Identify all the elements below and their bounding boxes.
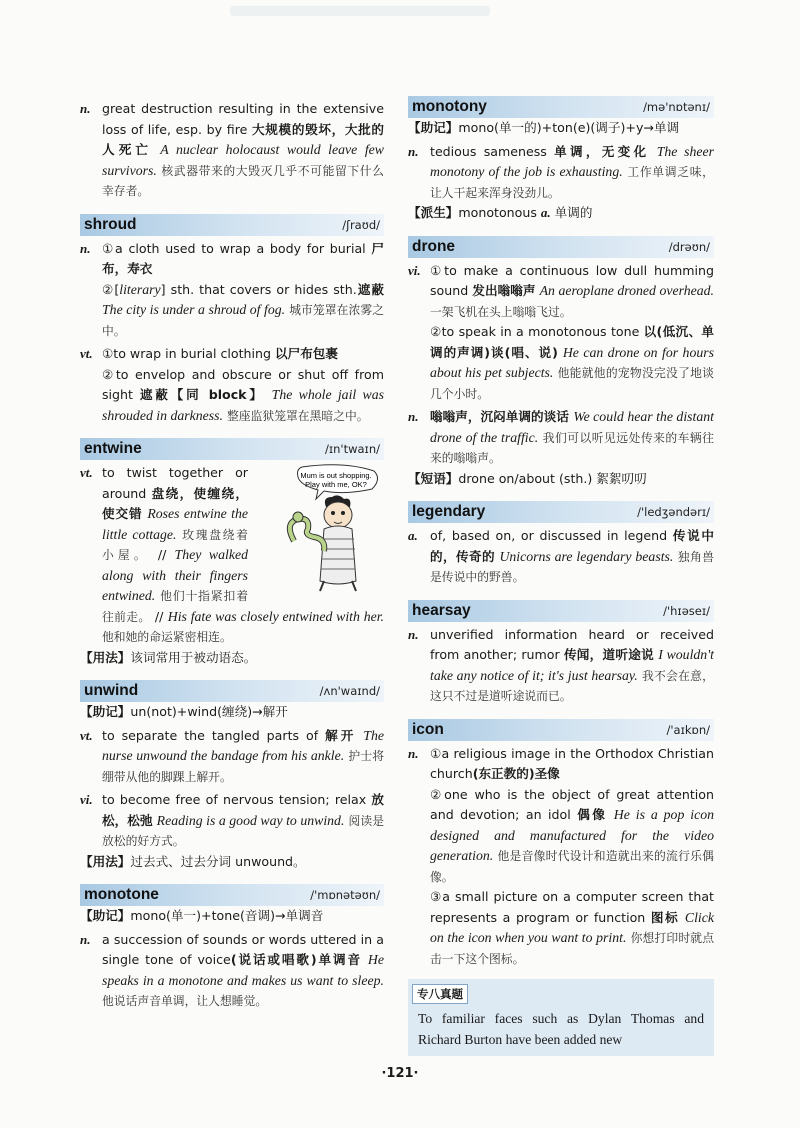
usage-note: 【用法】该词常用于被动语态。 xyxy=(80,649,257,665)
sense xyxy=(80,463,384,648)
top-header-strip xyxy=(230,6,490,16)
headword-bar-drone xyxy=(408,236,714,258)
pos-label: n. xyxy=(408,409,419,424)
sense xyxy=(408,142,714,204)
phonetic: /'mɒnətəʊn/ xyxy=(310,888,380,902)
exam-text: To familiar faces such as Dylan Thomas and Richard Burton have been added new xyxy=(418,1011,704,1047)
sense xyxy=(80,239,384,342)
sense xyxy=(80,344,384,426)
definition: 嗡嗡声，沉闷单调的谈话 We could hear the distant drone of the traffic. 我们可以听见远处传来的车辆往来的嗡嗡声。 xyxy=(430,409,714,465)
pos-label: vt. xyxy=(80,727,93,743)
headword-bar-shroud xyxy=(80,214,384,236)
cartoon-illustration xyxy=(254,463,384,593)
phonetic: /drəʊn/ xyxy=(668,239,710,254)
pos-label: n. xyxy=(408,143,419,159)
pos-label: n. xyxy=(408,626,419,642)
pos-label: n. xyxy=(408,745,419,761)
phonetic: /'aɪkɒn/ xyxy=(666,722,710,737)
sense xyxy=(408,526,714,588)
phonetic: /'ledʒəndərɪ/ xyxy=(637,505,710,519)
sense xyxy=(408,407,714,469)
pos-label: n. xyxy=(80,240,91,256)
definition: ①a religious image in the Orthodox Christian church(东正教的)圣像 ②one who is the object of great attention and devotion; an idol 偶像 He is a pop icon designed and manufactured for the video generation. 他是音像时代设计和造就出来的流行乐偶像。 ③a small picture on a computer screen that represents a program or function 图标 Click on the icon when you want to print. 你想打印时就点击一下这个图标。 xyxy=(430,745,715,966)
right-column xyxy=(408,84,714,1056)
mnemonic: 【助记】mono(单一的)+ton(e)(调子)+y→单调 xyxy=(408,120,680,135)
headword-bar-hearsay xyxy=(408,600,714,622)
bubble-text: Mum is out shopping. xyxy=(300,471,372,480)
headword: shroud xyxy=(84,215,137,233)
usage-note: 【用法】过去式、过去分词 unwound。 xyxy=(80,853,306,869)
pos-label: n. xyxy=(80,931,91,947)
face-icon xyxy=(324,502,352,528)
definition: of, based on, or discussed in legend 传说中的，传奇的 Unicorns are legendary beasts. 独角兽是传说中的野兽。 xyxy=(430,528,714,584)
headword: unwind xyxy=(84,682,139,699)
headword-bar-icon xyxy=(408,719,714,741)
headword-bar-monotony xyxy=(408,96,714,118)
pos-label: vt. xyxy=(80,346,93,361)
exam-question-box xyxy=(408,979,714,1056)
headword: legendary xyxy=(412,503,486,520)
pos-label: n. xyxy=(80,101,91,116)
definition: tedious sameness 单调，无变化 The sheer monotony of the job is exhausting. 工作单调乏味，让人干起来浑身没劲儿。 xyxy=(430,143,714,200)
sense xyxy=(80,930,384,1012)
sense xyxy=(408,261,714,405)
definition: to separate the tangled parts of 解开 The nurse unwound the bandage from his ankle. 护士将绷带从他的脚踝上解开。 xyxy=(102,727,384,784)
definition: ①a cloth used to wrap a body for burial 尸布，寿衣 ②[literary] sth. that covers or hides sth.遮蔽 The city is under a shroud of fog. 城市笼罩在浓雾之中。 xyxy=(102,240,384,338)
derivative: 【派生】monotonous a. 单调的 xyxy=(408,205,593,220)
phonetic: /ɪn'twaɪn/ xyxy=(325,442,380,456)
headword: icon xyxy=(412,720,444,738)
headword-bar-unwind xyxy=(80,680,384,702)
definition: ①to wrap in burial clothing 以尸布包裹 ②to envelop and obscure or shut off from sight 遮蔽【同 block】 The whole jail was shrouded in darkness. 整座监狱笼罩在黑暗之中。 xyxy=(102,346,384,423)
definition: to become free of nervous tension; relax 放松，松弛 Reading is a good way to unwind. 阅读是放松的好方式。 xyxy=(102,792,384,848)
pos-label: vi. xyxy=(408,262,421,278)
phrase: 【短语】drone on/about (sth.) 絮絮叨叨 xyxy=(408,470,647,486)
phonetic: /ʌn'waɪnd/ xyxy=(319,684,380,698)
pos-label: vt. xyxy=(80,465,93,480)
headword: monotone xyxy=(84,886,159,903)
pos-label: a. xyxy=(408,528,418,543)
pos-label: vi. xyxy=(80,792,93,807)
headword: monotony xyxy=(412,98,487,115)
sense xyxy=(80,790,384,852)
bubble-text: Play with me, OK? xyxy=(305,480,367,489)
phonetic: /mə'nɒtənɪ/ xyxy=(643,100,710,114)
definition: Mum is out shopping. Play with me, OK? to twist together or around 盘绕，使缠绕，使交错 Roses entwine the little cottage. 玫瑰盘绕着小屋。 // They walked along with their fingers entwined. 他们十指紧扣着往前走。 // His fate was closely entwined with her. 他和她的命运紧密相连。 xyxy=(102,465,385,644)
sense xyxy=(408,744,714,970)
definition: a succession of sounds or words uttered in a single tone of voice(说话或唱歌)单调音 He speaks in a monotone and makes us want to sleep. 他说话声音单调，让人想睡觉。 xyxy=(102,931,384,1008)
mnemonic: 【助记】un(not)+wind(缠绕)→解开 xyxy=(80,704,288,719)
entry-continuation xyxy=(80,99,384,202)
headword-bar-monotone xyxy=(80,884,384,906)
headword-bar-legendary xyxy=(408,501,714,523)
page-number: ·121· xyxy=(381,1066,419,1081)
phonetic: /ʃraʊd/ xyxy=(342,217,380,232)
sense xyxy=(80,726,384,788)
definition: great destruction resulting in the extensive loss of life, esp. by fire 大规模的毁坏，大批的人死亡 A nuclear holocaust would leave few survivors. 核武器带来的大毁灭几乎不可能留下什么幸存者。 xyxy=(102,101,384,198)
phonetic: /'hɪəseɪ/ xyxy=(663,603,710,618)
left-column xyxy=(80,96,384,1012)
sense xyxy=(408,625,714,707)
body-icon xyxy=(320,526,356,584)
definition: ①to make a continuous low dull humming sound 发出嗡嗡声 An aeroplane droned overhead. 一架飞机在头上嗡嗡飞过。 ②to speak in a monotonous tone 以(低沉、单调的声调)谈(唱、说) He can drone on for hours about his pet subjects. 他能就他的宠物没完没了地谈几个小时。 xyxy=(430,262,714,401)
headword: drone xyxy=(412,237,456,255)
headword: hearsay xyxy=(412,601,471,619)
definition: unverified information heard or received from another; rumor 传闻，道听途说 I wouldn't take any notice of it; it's just hearsay. 我不会在意，这只不过是道听途说而已。 xyxy=(430,626,714,703)
headword: entwine xyxy=(84,440,142,457)
headword-bar-entwine xyxy=(80,438,384,460)
mnemonic: 【助记】mono(单一)+tone(音调)→单调音 xyxy=(80,908,324,923)
exam-label: 专八真题 xyxy=(412,984,468,1004)
